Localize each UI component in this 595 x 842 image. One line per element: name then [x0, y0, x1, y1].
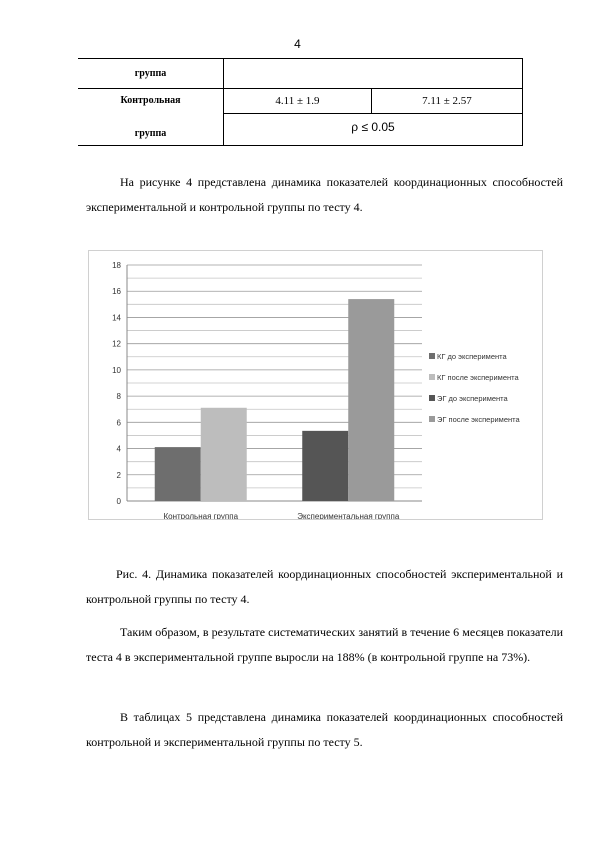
y-tick-label: 18: [112, 261, 121, 270]
table-row: [78, 59, 523, 89]
x-tick-label: Экспериментальная группа: [297, 512, 400, 519]
page-number: 4: [294, 37, 301, 51]
y-tick-label: 10: [112, 365, 121, 375]
y-tick-label: 0: [116, 497, 121, 506]
x-tick-label: Контрольная группа: [163, 512, 239, 519]
table-row: [78, 89, 523, 146]
y-tick-label: 14: [112, 313, 121, 323]
paragraph-next-table: В таблицах 5 представлена динамика показателей координационных способностей контрольной и экспериментальной группы по тесту 5.: [86, 710, 563, 749]
y-tick-label: 16: [112, 287, 121, 297]
bar-chart: [89, 251, 542, 519]
table-cell-empty: [224, 59, 523, 89]
legend-label: КГ после эксперимента: [437, 373, 519, 382]
chart-container: [88, 250, 543, 520]
y-tick-label: 2: [116, 470, 121, 480]
bar: [201, 408, 247, 501]
y-tick-label: 8: [116, 392, 121, 402]
results-table: [78, 58, 523, 146]
y-tick-label: 12: [112, 339, 121, 349]
table-cell-values: [224, 89, 523, 146]
table-cell-control-group: [78, 89, 224, 146]
control-group-label-top: Контрольная: [120, 95, 181, 106]
paragraph-conclusion: Таким образом, в результате систематических занятий в течение 6 месяцев показатели теста 4 в экспериментальной группе выросли на 188% (в контрольной группе на 73%).: [86, 625, 563, 664]
paragraph-intro: На рисунке 4 представлена динамика показателей координационных способностей экспериментальной и контрольной группы по тесту 4.: [86, 175, 563, 214]
bar: [155, 447, 201, 501]
control-before-value: 4.11 ± 1.9: [224, 89, 372, 113]
values-row: [224, 89, 522, 114]
p-value: ρ ≤ 0.05: [351, 120, 395, 134]
legend-swatch: [429, 353, 435, 359]
legend-swatch: [429, 374, 435, 380]
figure-caption: Рис. 4. Динамика показателей координационных способностей экспериментальной и контрольной группы по тесту 4.: [86, 567, 563, 606]
y-tick-label: 6: [116, 418, 121, 428]
legend-label: ЭГ после эксперимента: [437, 415, 520, 424]
control-group-label-bottom: группа: [134, 128, 167, 139]
bar: [302, 431, 348, 501]
control-after-value: 7.11 ± 2.57: [422, 95, 472, 107]
y-tick-label: 4: [116, 444, 121, 454]
legend-label: КГ до эксперимента: [437, 352, 507, 361]
bar: [348, 299, 394, 501]
legend-swatch: [429, 395, 435, 401]
table-cell-group-label: группа: [78, 59, 224, 89]
legend-swatch: [429, 416, 435, 422]
legend-label: ЭГ до эксперимента: [437, 394, 508, 403]
